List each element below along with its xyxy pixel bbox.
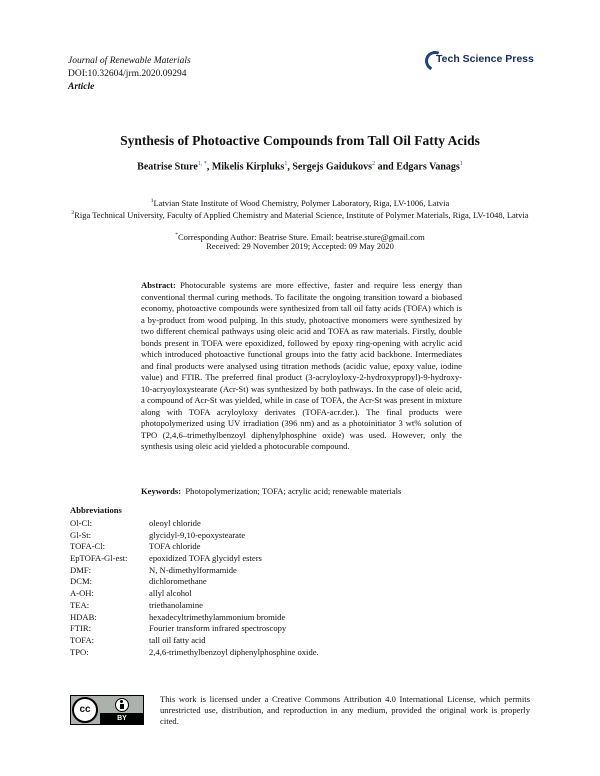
keywords-text: Photopolymerization; TOFA; acrylic acid; renewable materials [185,486,402,496]
affiliation-number: 2 [71,210,75,216]
abbreviation-definition: dichloromethane [149,576,207,587]
abbreviation-definition: triethanolamine [149,599,203,610]
abbreviation-definition: N, N-dimethylformamide [149,564,237,575]
abstract-text: Photocurable systems are more effective, faster and require less energy than conventional thermal curing methods. To facilitate the ongoing transition toward a biobased economy, photoactive compounds were synthesized from tall oil fatty acids (TOFA) which is a by-product from wood pulping. In this study, photoactive monomers were synthesized by two different chemical pathways using oleic acid and TOFA as raw materials. Firstly, double bonds present in TOFA were epoxidized, followed by epoxy ring-opening with acrylic acid which introduced photoactive functional groups into the fatty acid backbone. Intermediates and final products were analysed using titration methods (acidic value, epoxy value, iodine value) and FTIR. The preferred final product (3-acryloyloxy-2-hydroxypropyl)-9-hydroxy-10-acryoyloxystearate (Acr-St) was synthesized by both pathways. In the case of oleic acid, a compound of Acr-St was yielded, while in case of TOFA, the Acr-St was present in mixture along with TOFA acryloyloxy derivates (TOFA-acr.der.). The final products were photopolymerized using UV irradiation (396 nm) and as a photoinitiator 3 wt% solution of TPO (2,4,6–trimethylbenzoyl diphenylphosphine oxide) was used. However, only the synthesis using oleic acid yielded a photocurable compound. [141,280,462,451]
affiliation-text: Latvian State Institute of Wood Chemistry, Polymer Laboratory, Riga, LV-1006, Latvia [153,197,450,208]
author-affiliation-mark[interactable]: 1 [459,161,463,167]
author-affiliation-mark[interactable]: 1, * [197,161,207,167]
abstract-label: Abstract: [141,280,176,290]
author-affiliation-mark[interactable]: 2 [372,161,376,167]
author-separator: and [375,161,397,173]
author-name: Mikelis Kirpluks [211,161,285,173]
abbreviation-definition: glycidyl-9,10-epoxystearate [149,529,246,540]
abbreviation-term: DCM: [70,576,92,587]
publisher-logo [425,50,537,70]
abbreviation-term: TOFA: [70,634,95,645]
abbreviation-definition: hexadecyltrimethylammonium bromide [149,611,286,622]
by-label: BY [100,713,144,724]
journal-name: Journal of Renewable Materials [68,56,191,66]
corresponding-mark: * [175,232,178,238]
keywords [141,486,401,496]
affiliation-number: 1 [150,198,154,204]
attribution-person-icon [115,698,129,712]
abbreviation-definition: 2,4,6-trimethylbenzoyl diphenylphosphine oxide. [149,646,319,657]
author-list [0,161,600,172]
abbreviation-term: HDAB: [70,611,97,622]
abbreviation-definition: tall oil fatty acid [149,634,206,645]
abbreviation-term: TPO: [70,646,89,657]
keywords-label: Keywords: [141,486,182,496]
abbreviation-term: DMF: [70,564,92,575]
author-affiliation-mark[interactable]: 1 [284,161,288,167]
abbreviation-term: TOFA-Cl: [70,541,106,552]
abbreviation-definition: TOFA chloride [149,541,201,552]
received-accepted-dates: Received: 29 November 2019; Accepted: 09 May 2020 [206,241,394,251]
cc-by-license-badge[interactable] [70,695,144,725]
creative-commons-icon: cc [72,697,98,723]
author-separator: , [206,161,212,173]
paper-title: Synthesis of Photoactive Compounds from Tall Oil Fatty Acids [120,133,480,148]
abbreviation-definition: oleoyl chloride [149,518,201,528]
abbreviations-heading: Abbreviations [70,505,122,515]
author-name: Beatrise Sture [137,161,198,173]
abstract [141,280,462,453]
abbreviation-term: EpTOFA-Gl-est: [70,553,128,564]
license-text: This work is licensed under a Creative Commons Attribution 4.0 International License, which permits unrestricted use, distribution, and reproduction in any medium, provided the original work is properly cited. [160,694,530,726]
author-separator: , [287,161,293,173]
corresponding-text: Corresponding Author: Beatrise Sture. Email: beatrise.sture@gmail.com [178,231,425,242]
abbreviation-term: TEA: [70,599,90,610]
article-type: Article [68,82,95,92]
abbreviation-definition: Fourier transform infrared spectroscopy [149,623,287,634]
affiliation-text: Riga Technical University, Faculty of Applied Chemistry and Material Science, Institute of Polymer Materials, Riga, LV-1048, Latvia [74,209,529,220]
abbreviation-definition: allyl alcohol [149,588,192,599]
journal-header [68,55,191,94]
abbreviation-definition: epoxidized TOFA glycidyl esters [149,553,262,564]
abbreviation-term: Ol-Cl: [70,518,92,528]
affiliation-2 [70,208,530,221]
abbreviation-term: FTIR: [70,623,92,634]
abbreviation-term: Gl-St: [70,529,92,540]
publisher-name: Tech Science Press [436,53,534,65]
doi[interactable]: DOI:10.32604/jrm.2020.09294 [68,69,187,79]
affiliation-1 [70,196,530,209]
abbreviation-term: A-OH: [70,588,94,599]
author-name: Sergejs Gaidukovs [292,161,373,173]
author-name: Edgars Vanags [396,161,460,173]
